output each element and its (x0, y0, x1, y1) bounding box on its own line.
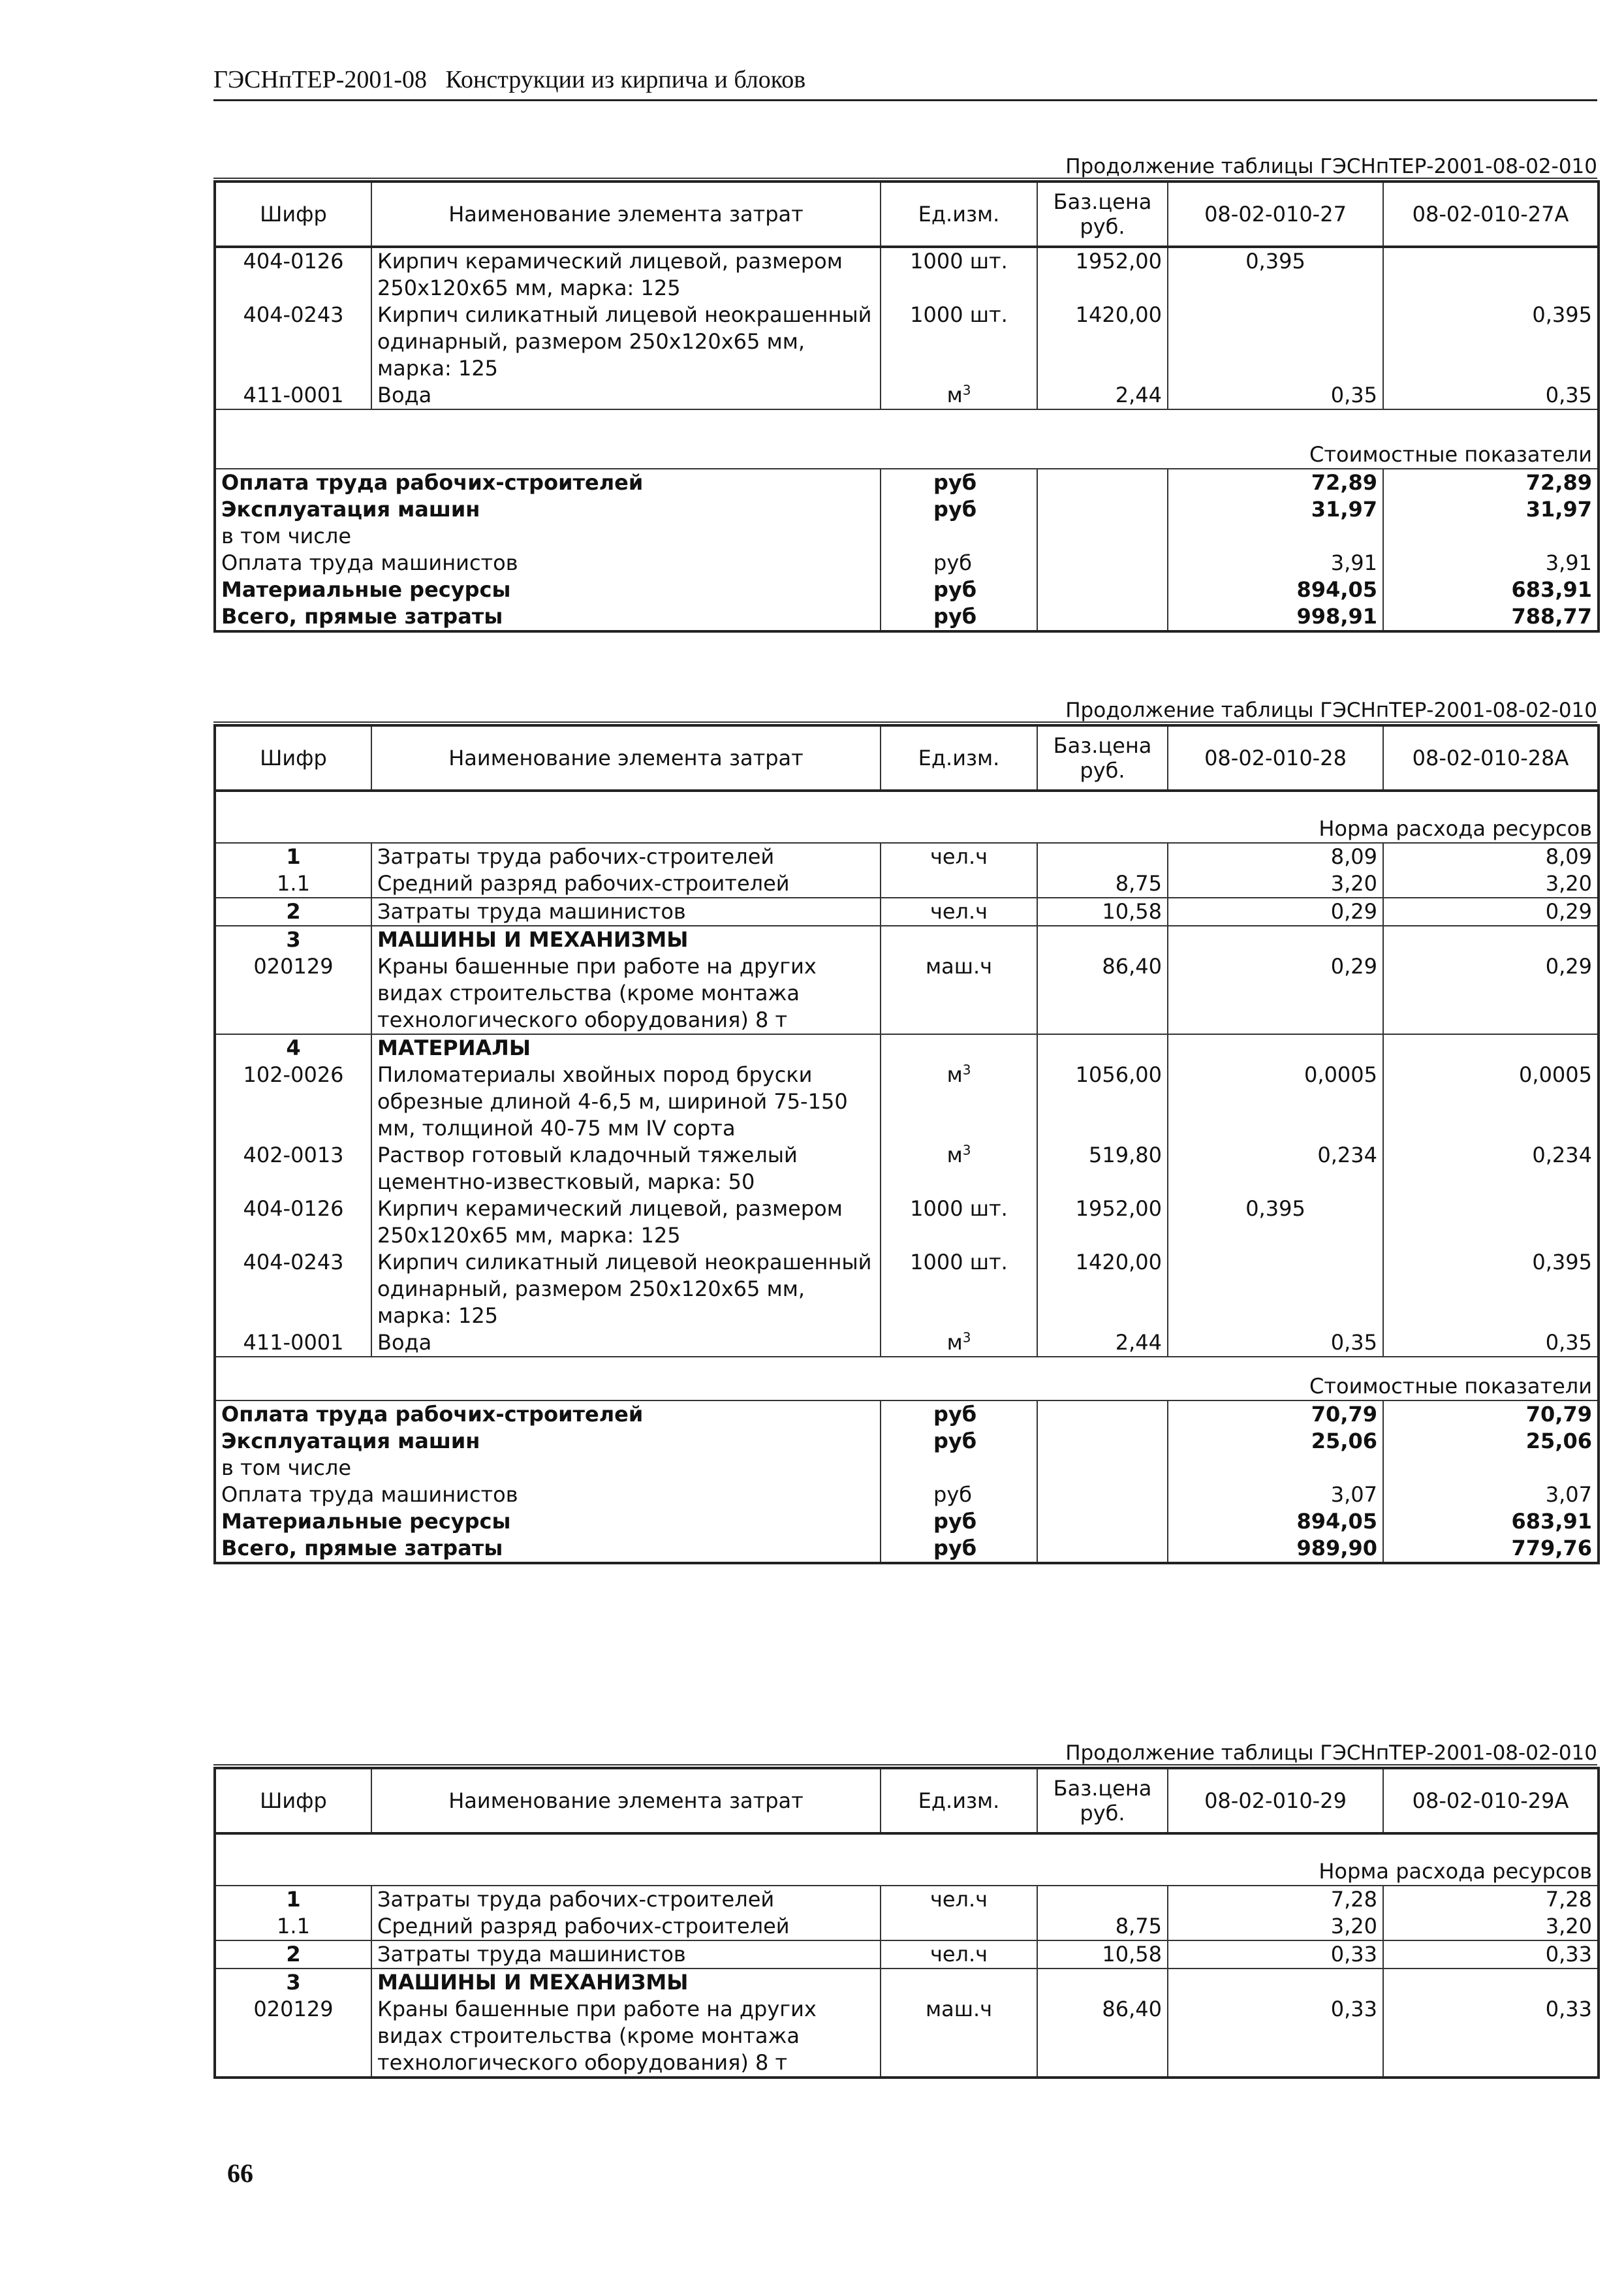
cost-row: Оплата труда рабочих-строителей руб 72,89 72,89 (215, 469, 1599, 496)
page-number: 66 (227, 2159, 253, 2188)
cost-row: Эксплуатация машин руб 31,97 31,97 (215, 496, 1599, 523)
table-row: 1 Затраты труда рабочих-строителей чел.ч 8,09 8,09 (215, 843, 1599, 870)
col-code: Шифр (215, 182, 371, 247)
section-row: Стоимостные показатели (215, 1357, 1599, 1400)
table-row: 402-0013 Раствор готовый кладочный тяжелый цементно-известковый, марка: 50 $м^3$ 519,80 0,234 0,234 (215, 1142, 1599, 1195)
table-row: 404-0243 Кирпич силикатный лицевой неокрашенный одинарный, размером 250х120х65 мм, марка: 125 1000 шт. 1420,00 0,395 (215, 302, 1599, 382)
table-row: 2 Затраты труда машинистов чел.ч 10,58 0,33 0,33 (215, 1940, 1599, 1969)
col-name: Наименование элемента затрат (371, 1768, 881, 1833)
table-row: 411-0001 Вода $м^3$ 2,44 0,35 0,35 (215, 382, 1599, 409)
table-row: 1.1 Средний разряд рабочих-строителей 8,75 3,20 3,20 (215, 870, 1599, 898)
doc-title: Конструкции из кирпича и блоков (445, 66, 806, 93)
table-row: 020129 Краны башенные при работе на других видах строительства (кроме монтажа технологического оборудования) 8 т маш.ч 86,40 0,33 0,33 (215, 1996, 1599, 2078)
cost-row: в том числе (215, 523, 1599, 550)
col-code: Шифр (215, 1768, 371, 1833)
cost-row: Материальные ресурсы руб 894,05 683,91 (215, 1508, 1599, 1535)
cost-row: Оплата труда машинистов руб 3,91 3,91 (215, 550, 1599, 577)
table-row: 102-0026 Пиломатериалы хвойных пород бруски обрезные длиной 4-6,5 м, шириной 75-150 мм, толщиной 40-75 мм IV сорта $м^3$ 1056,00 0,0005 0,0005 (215, 1062, 1599, 1142)
col-a: 08-02-010-29 (1168, 1768, 1383, 1833)
table-row: 411-0001 Вода $м^3$ 2,44 0,35 0,35 (215, 1329, 1599, 1357)
col-unit: Ед.изм. (881, 1768, 1037, 1833)
col-unit: Ед.изм. (881, 725, 1037, 791)
col-price: Баз.цена руб. (1037, 725, 1168, 791)
col-a: 08-02-010-27 (1168, 182, 1383, 247)
col-a: 08-02-010-28 (1168, 725, 1383, 791)
col-unit: Ед.изм. (881, 182, 1037, 247)
col-price: Баз.цена руб. (1037, 1768, 1168, 1833)
col-name: Наименование элемента затрат (371, 725, 881, 791)
table-row: 404-0243 Кирпич силикатный лицевой неокрашенный одинарный, размером 250х120х65 мм, марка: 125 1000 шт. 1420,00 0,395 (215, 1249, 1599, 1329)
table3-caption: Продолжение таблицы ГЭСНпТЕР-2001-08-02-010 (213, 1742, 1597, 1765)
cost-row: Оплата труда машинистов руб 3,07 3,07 (215, 1481, 1599, 1508)
table-row: 404-0126 Кирпич керамический лицевой, размером 250х120х65 мм, марка: 125 1000 шт. 1952,00 0,395 (215, 247, 1599, 302)
table-row: 1.1 Средний разряд рабочих-строителей 8,75 3,20 3,20 (215, 1913, 1599, 1940)
table1 (213, 180, 1600, 633)
col-b: 08-02-010-27А (1383, 182, 1599, 247)
table-row: 3 МАШИНЫ И МЕХАНИЗМЫ (215, 1969, 1599, 1996)
table-row: 4 МАТЕРИАЛЫ (215, 1034, 1599, 1062)
table-row: 2 Затраты труда машинистов чел.ч 10,58 0,29 0,29 (215, 898, 1599, 926)
cost-row: в том числе (215, 1455, 1599, 1481)
cost-row: Всего, прямые затраты руб 998,91 788,77 (215, 603, 1599, 631)
doc-code: ГЭСНпТЕР-2001-08 (213, 66, 428, 93)
section-row: Норма расхода ресурсов (215, 1833, 1599, 1886)
col-code: Шифр (215, 725, 371, 791)
col-b: 08-02-010-29А (1383, 1768, 1599, 1833)
table-row: 1 Затраты труда рабочих-строителей чел.ч 7,28 7,28 (215, 1886, 1599, 1913)
section-row: Стоимостные показатели (215, 409, 1599, 469)
table-row: 404-0126 Кирпич керамический лицевой, размером 250х120х65 мм, марка: 125 1000 шт. 1952,00 0,395 (215, 1195, 1599, 1249)
col-name: Наименование элемента затрат (371, 182, 881, 247)
page-header (213, 65, 1597, 101)
section-row: Норма расхода ресурсов (215, 791, 1599, 843)
table2-caption: Продолжение таблицы ГЭСНпТЕР-2001-08-02-010 (213, 699, 1597, 723)
table1-caption: Продолжение таблицы ГЭСНпТЕР-2001-08-02-010 (213, 155, 1597, 179)
cost-row: Эксплуатация машин руб 25,06 25,06 (215, 1428, 1599, 1455)
cost-row: Материальные ресурсы руб 894,05 683,91 (215, 577, 1599, 603)
table2 (213, 724, 1600, 1564)
cost-row: Оплата труда рабочих-строителей руб 70,79 70,79 (215, 1400, 1599, 1428)
col-b: 08-02-010-28А (1383, 725, 1599, 791)
table3 (213, 1767, 1600, 2079)
col-price: Баз.цена руб. (1037, 182, 1168, 247)
table-row: 020129 Краны башенные при работе на других видах строительства (кроме монтажа технологического оборудования) 8 т маш.ч 86,40 0,29 0,29 (215, 953, 1599, 1034)
table-row: 3 МАШИНЫ И МЕХАНИЗМЫ (215, 926, 1599, 953)
cost-row: Всего, прямые затраты руб 989,90 779,76 (215, 1535, 1599, 1563)
